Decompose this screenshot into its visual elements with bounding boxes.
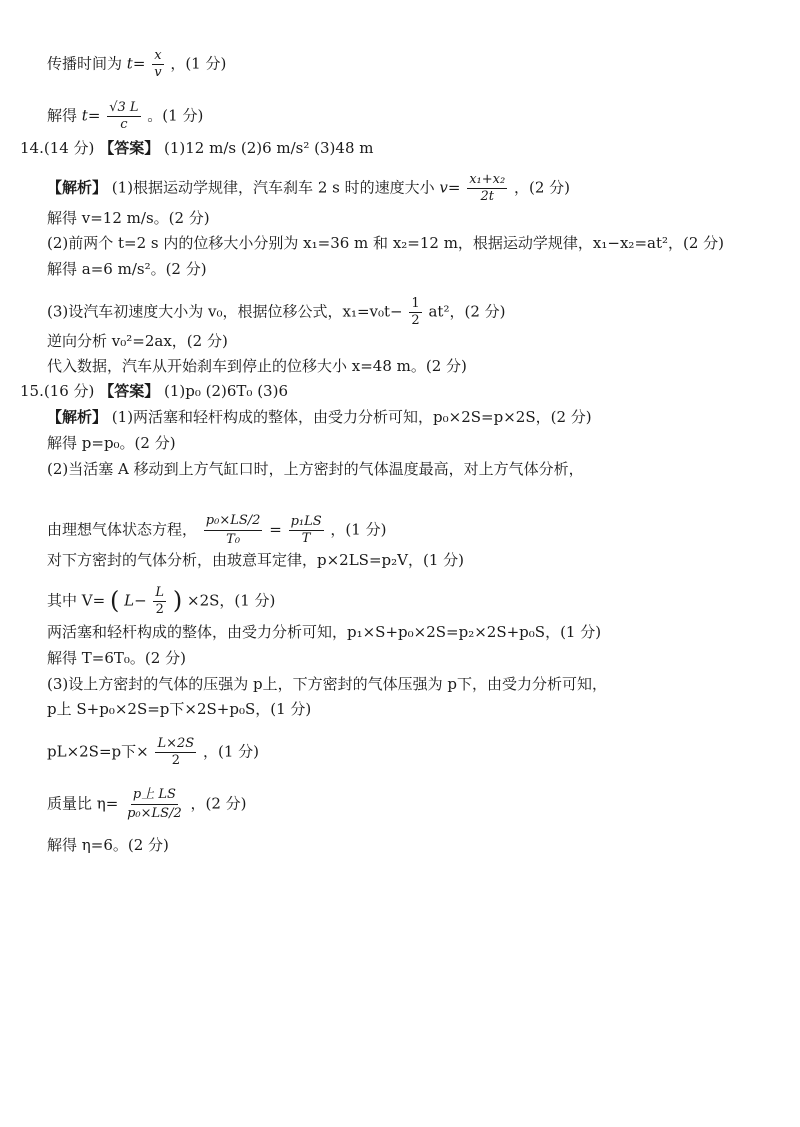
q15-analysis-line-5: 对下方密封的气体分析，由玻意耳定律，p×2LS=p₂V，(1 分): [47, 551, 464, 569]
q15-analysis-line-3: (2)当活塞 A 移动到上方气缸口时，上方密封的气体温度最高，对上方气体分析，: [47, 460, 584, 478]
text: 传播时间为: [47, 54, 123, 73]
fraction-mass-ratio: [125, 786, 184, 823]
fraction-denominator: T: [301, 531, 311, 546]
q14-analysis-line-6: 逆向分析 v₀²=2ax，(2 分): [47, 332, 228, 350]
text: ×2S，(1 分): [187, 591, 276, 610]
answer-text: (1)12 m/s (2)6 m/s² (3)48 m: [164, 139, 374, 157]
analysis-tag: 【解析】: [47, 178, 108, 197]
q14-answer-line: [20, 138, 374, 158]
text: (3)设汽车初速度大小为 v₀，根据位移公式，x₁=v₀t−: [47, 302, 403, 321]
fraction-numerator: √3 L: [109, 100, 139, 115]
close-paren: ): [172, 586, 183, 615]
q15-analysis-line-7: 两活塞和轻杆构成的整体，由受力分析可知，p₁×S+p₀×2S=p₂×2S+p₀S，(1 分): [47, 623, 602, 641]
formula-text: t=: [81, 106, 101, 125]
fraction-L2S-over-2: [155, 736, 196, 769]
text: 其中 V=: [47, 591, 106, 610]
fraction-x-over-v: [152, 48, 163, 81]
text: 质量比 η=: [47, 794, 119, 813]
fraction-L-over-2: [153, 585, 166, 618]
q15-analysis-line-11: [47, 736, 259, 769]
fraction-denominator: v: [154, 65, 162, 80]
q15-analysis-line-4: [47, 512, 386, 549]
fraction-one-half: [409, 296, 421, 329]
q14-analysis-line-2: 解得 v=12 m/s。(2 分): [47, 209, 210, 227]
fraction-numerator: p₀×LS/2: [204, 512, 263, 531]
fraction-denominator: T₀: [226, 532, 241, 547]
fraction-denominator: 2: [411, 313, 420, 328]
fraction-numerator: x: [154, 48, 162, 63]
fraction-numerator: 1: [411, 296, 420, 311]
question-number: 15.(16 分): [20, 382, 95, 400]
fraction-denominator: p₀×LS/2: [127, 806, 182, 821]
q14-analysis-line-3: (2)前两个 t=2 s 内的位移大小分别为 x₁=36 m 和 x₂=12 m，根据运动学规律，x₁−x₂=at²，(2 分): [47, 234, 725, 252]
fraction-gas-left: [204, 512, 263, 549]
fraction-sqrt3L-over-c: [107, 100, 140, 133]
fraction-denominator: c: [120, 117, 128, 132]
q15-analysis-line-13: 解得 η=6。(2 分): [47, 836, 169, 854]
q15-analysis-line-2: 解得 p=p₀。(2 分): [47, 434, 176, 452]
text: (1)根据运动学规律，汽车刹车 2 s 时的速度大小: [111, 178, 435, 197]
formula-text: L−: [124, 591, 147, 610]
q15-analysis-line-6: [47, 585, 275, 618]
q15-analysis-line-1: [47, 407, 592, 427]
open-paren: (: [109, 586, 120, 615]
question-number: 14.(14 分): [20, 139, 95, 157]
fraction-numerator: p₁LS: [290, 514, 322, 529]
analysis-tag: 【解析】: [47, 408, 108, 426]
line-solve-t: [47, 100, 203, 133]
text: 解得: [47, 106, 78, 125]
fraction-denominator: 2t: [480, 189, 494, 204]
fraction-denominator: 2: [155, 602, 164, 617]
formula-text: t=: [126, 54, 146, 73]
text: (1)两活塞和轻杆构成的整体，由受力分析可知，p₀×2S=p×2S，(2 分): [111, 408, 592, 426]
line-propagation-time: [47, 48, 226, 81]
q14-analysis-line-7: 代入数据，汽车从开始刹车到停止的位移大小 x=48 m。(2 分): [47, 357, 467, 375]
q14-analysis-line-1: [47, 172, 570, 205]
fraction-gas-right: [289, 514, 324, 547]
q15-analysis-line-10: p上 S+p₀×2S=p下×2S+p₀S，(1 分): [47, 700, 312, 718]
text: pL×2S=p下×: [47, 742, 149, 761]
text: ，(1 分): [330, 520, 387, 539]
fraction-numerator: L×2S: [157, 736, 195, 751]
q14-analysis-line-4: 解得 a=6 m/s²。(2 分): [47, 260, 207, 278]
text: 由理想气体状态方程，: [47, 520, 198, 539]
fraction-denominator: 2: [171, 753, 180, 768]
fraction-numerator: x₁+x₂: [469, 172, 506, 187]
formula-text: =: [269, 520, 282, 539]
answer-tag: 【答案】: [99, 382, 160, 400]
answer-text: (1)p₀ (2)6T₀ (3)6: [164, 382, 288, 400]
fraction-numerator: L: [155, 585, 165, 600]
text: ，(1 分): [170, 54, 227, 73]
text: ，(2 分): [513, 178, 570, 197]
text: 。(1 分): [147, 106, 204, 125]
q15-analysis-line-8: 解得 T=6T₀。(2 分): [47, 649, 186, 667]
fraction-x1x2-over-2t: [467, 172, 507, 205]
fraction-numerator: p上 LS: [131, 786, 178, 805]
answer-tag: 【答案】: [99, 139, 160, 157]
text: ，(1 分): [202, 742, 259, 761]
q15-answer-line: [20, 381, 288, 401]
text: ，(2 分): [190, 794, 247, 813]
q14-analysis-line-5: [47, 296, 505, 329]
text: at²，(2 分): [428, 302, 506, 321]
q15-analysis-line-12: [47, 786, 247, 823]
q15-analysis-line-9: (3)设上方密封的气体的压强为 p上，下方密封的气体压强为 p下，由受力分析可知，: [47, 675, 607, 693]
formula-text: v=: [439, 178, 461, 197]
